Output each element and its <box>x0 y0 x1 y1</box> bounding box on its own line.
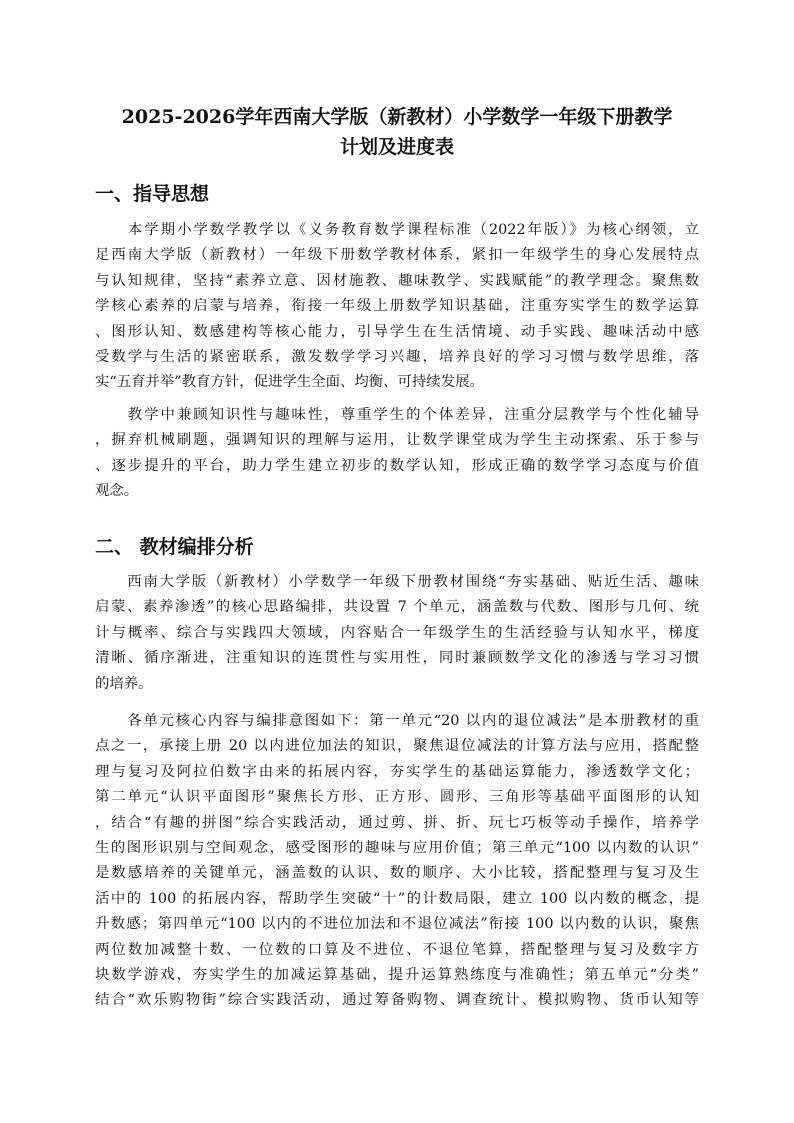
text-line: 观念。 <box>95 483 139 500</box>
text-line: 与认知规律，坚持“素养立意、因材施教、趣味教学、实践赋能”的教学理念。聚焦数 <box>95 272 699 289</box>
section-heading-textbook-analysis: 二、 教材编排分析 <box>95 536 254 558</box>
text-line: 块数学游戏，夯实学生的加减运算基础，提升运算熟练度与准确性；第五单元“分类” <box>95 966 699 983</box>
text-line: 西南大学版（新教材）小学数学一年级下册教材围绕“夯实基础、贴近生活、趣味 <box>95 574 699 590</box>
paragraph-guiding-ideology-1 <box>95 218 699 396</box>
text-line: 活中的 100 的拓展内容，帮助学生突破“十”的计数局限，建立 100 以内数的概念，提 <box>95 890 699 907</box>
text-line: 、图形认知、数感建构等核心能力，引导学生在生活情境、动手实践、趣味活动中感 <box>95 323 699 340</box>
text-line: 升数感；第四单元“100 以内的不进位加法和不退位减法”衔接 100 以内数的认识，聚焦 <box>95 916 699 933</box>
text-line: 、逐步提升的平台，助力学生建立初步的数学认知，形成正确的数学学习态度与价值 <box>95 457 699 474</box>
text-line: 两位数加减整十数、一位数的口算及不进位、不退位笔算，搭配整理与复习及数字方 <box>95 941 699 958</box>
text-line: 受数学与生活的紧密联系，激发数学学习兴趣，培养良好的学习习惯与数学思维，落 <box>95 348 699 365</box>
text-line: 的培养。 <box>95 675 153 692</box>
paragraph-guiding-ideology-2 <box>95 403 699 505</box>
document-title-line-1: 2025-2026学年西南大学版（新教材）小学数学一年级下册教学 <box>121 106 673 128</box>
text-line: 生的图形识别与空间观念，感受图形的趣味与应用价值；第三单元“100 以内数的认识” <box>95 839 699 856</box>
text-line: ，结合“有趣的拼图”综合实践活动，通过剪、拼、折、玩七巧板等动手操作，培养学 <box>95 814 699 831</box>
text-line: 各单元核心内容与编排意图如下：第一单元“20 以内的退位减法”是本册教材的重 <box>95 713 699 729</box>
text-line: 教学中兼顾知识性与趣味性，尊重学生的个体差异，注重分层教学与个性化辅导 <box>95 407 699 423</box>
paragraph-textbook-analysis-1 <box>95 570 699 697</box>
document-title-line-2: 计划及进度表 <box>339 136 454 158</box>
text-line: ，摒弃机械刷题，强调知识的理解与运用，让数学课堂成为学生主动探索、乐于参与 <box>95 432 699 449</box>
text-line: 是数感培养的关键单元，涵盖数的认识、数的顺序、大小比较，搭配整理与复习及生 <box>95 865 699 882</box>
text-line: 本学期小学数学教学以《义务教育数学课程标准（2022年版）》为核心纲领，立 <box>95 222 699 238</box>
text-line: 启蒙、素养渗透”的核心思路编排，共设置 7 个单元，涵盖数与代数、图形与几何、统 <box>95 599 699 616</box>
section-heading-guiding-ideology: 一、指导思想 <box>95 183 210 205</box>
text-line: 理与复习及阿拉伯数字由来的拓展内容，夯实学生的基础运算能力，渗透数学文化； <box>95 763 699 780</box>
paragraph-textbook-analysis-2 <box>95 709 699 1014</box>
text-line: 结合“欢乐购物街”综合实践活动，通过筹备购物、调查统计、模拟购物、货币认知等 <box>95 992 699 1009</box>
text-line: 清晰、循序渐进，注重知识的连贯性与实用性，同时兼顾数学文化的渗透与学习习惯 <box>95 650 699 667</box>
text-line: 第二单元“认识平面图形”聚焦长方形、正方形、圆形、三角形等基础平面图形的认知 <box>95 789 699 806</box>
text-line: 计与概率、综合与实践四大领域，内容贴合一年级学生的生活经验与认知水平，梯度 <box>95 624 699 641</box>
text-line: 学核心素养的启蒙与培养，衔接一年级上册数学知识基础，注重夯实学生的数学运算 <box>95 298 699 315</box>
text-line: 实“五育并举”教育方针，促进学生全面、均衡、可持续发展。 <box>95 374 484 391</box>
text-line: 点之一，承接上册 20 以内进位加法的知识，聚焦退位减法的计算方法与应用，搭配整 <box>95 738 699 755</box>
text-line: 足西南大学版（新教材）一年级下册数学教材体系，紧扣一年级学生的身心发展特点 <box>95 247 699 264</box>
